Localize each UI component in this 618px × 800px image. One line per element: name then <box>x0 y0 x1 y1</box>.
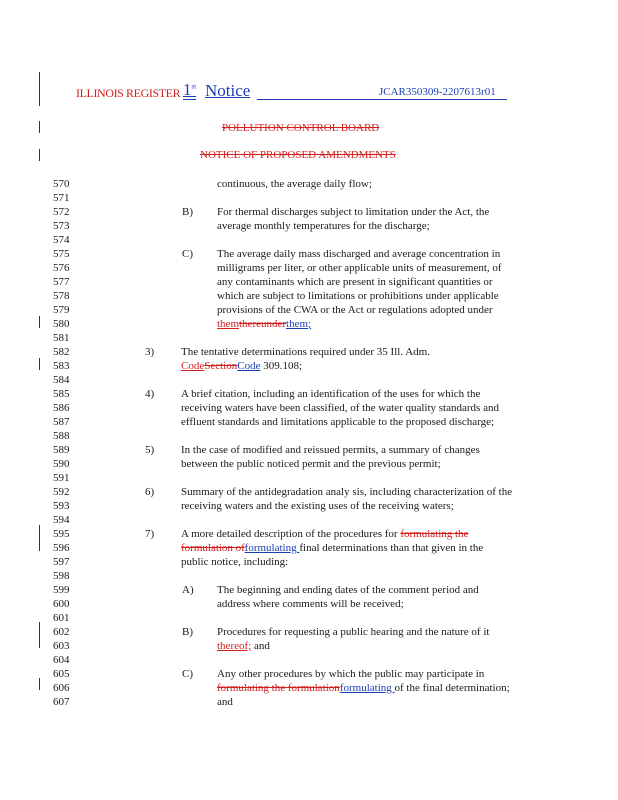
line-number: 580 <box>53 318 70 330</box>
line-number: 571 <box>53 192 70 204</box>
body-line <box>217 317 311 331</box>
page-number-suffix: st <box>191 82 197 91</box>
body-line: provisions of the CWA or the Act or regulations adopted under <box>217 304 493 316</box>
body-line: continuous, the average daily flow; <box>217 178 372 190</box>
change-bar <box>39 358 40 370</box>
body-line: and <box>217 696 233 708</box>
line-number: 579 <box>53 304 70 316</box>
body-line: receiving waters and the existing uses of the receiving waters; <box>181 500 454 512</box>
change-bar <box>39 149 40 161</box>
line-number: 599 <box>53 584 70 596</box>
body-line <box>217 681 510 695</box>
punctuation: ; <box>308 318 312 330</box>
item-label: 3) <box>145 346 155 358</box>
line-number: 607 <box>53 696 70 708</box>
body-text: 309.108; <box>260 360 303 372</box>
line-number: 604 <box>53 654 70 666</box>
body-line: effluent standards and limitations applicable to the proposed discharge; <box>181 416 495 428</box>
line-number: 595 <box>53 528 70 540</box>
inserted-text: them <box>217 318 239 330</box>
agency-title: POLLUTION CONTROL BOARD <box>222 122 380 134</box>
item-label: C) <box>182 668 193 680</box>
line-number: 587 <box>53 416 70 428</box>
line-number: 574 <box>53 234 70 246</box>
body-text: of the final determination; <box>394 682 510 694</box>
notice-type-title: NOTICE OF PROPOSED AMENDMENTS <box>200 149 396 161</box>
line-number: 578 <box>53 290 70 302</box>
line-number: 585 <box>53 388 70 400</box>
body-line: In the case of modified and reissued permits, a summary of changes <box>181 444 480 456</box>
line-number: 600 <box>53 598 70 610</box>
line-number: 576 <box>53 262 70 274</box>
page-number-value: 1 <box>183 80 192 99</box>
change-bar <box>39 72 40 106</box>
inserted-text: Code <box>181 360 205 372</box>
line-number: 594 <box>53 514 70 526</box>
line-number: 583 <box>53 360 70 372</box>
item-label: 6) <box>145 486 155 498</box>
notice-label: Notice <box>205 81 251 100</box>
deleted-text: Section <box>204 360 238 372</box>
line-number: 570 <box>53 178 70 190</box>
body-line <box>181 359 302 373</box>
body-line: milligrams per liter, or other applicable units of measurement, of <box>217 262 502 274</box>
change-bar <box>39 678 40 690</box>
body-line: Procedures for requesting a public hearing and the nature of it <box>217 626 490 638</box>
change-bar <box>39 622 40 648</box>
body-text: and <box>251 640 270 652</box>
line-number: 586 <box>53 402 70 414</box>
change-bar <box>39 525 40 551</box>
deleted-text: formulating the <box>400 528 469 540</box>
body-line: For thermal discharges subject to limitation under the Act, the <box>217 206 490 218</box>
body-line: The tentative determinations required under 35 Ill. Adm. <box>181 346 430 358</box>
inserted-text: Code <box>237 360 261 372</box>
line-number: 588 <box>53 430 70 442</box>
deleted-text: thereunder <box>239 318 287 330</box>
document-id: JCAR350309-2207613r01 <box>379 86 496 98</box>
body-text: final determinations than that given in the <box>299 542 484 554</box>
page-number <box>183 80 196 100</box>
body-text: A more detailed description of the procedures for <box>181 528 401 540</box>
line-number: 582 <box>53 346 70 358</box>
body-line: Summary of the antidegradation analy sis, including characterization of the <box>181 486 513 498</box>
body-line: any contaminants which are present in significant quantities or <box>217 276 493 288</box>
inserted-text: formulating <box>339 682 395 694</box>
line-number: 584 <box>53 374 70 386</box>
body-line: A brief citation, including an identification of the uses for which the <box>181 388 481 400</box>
line-number: 603 <box>53 640 70 652</box>
line-number: 606 <box>53 682 70 694</box>
deleted-text: formulating the formulation <box>217 682 340 694</box>
deleted-text: formulation of <box>181 542 245 554</box>
line-number: 581 <box>53 332 70 344</box>
body-line: between the public noticed permit and the previous permit; <box>181 458 441 470</box>
line-number: 605 <box>53 668 70 680</box>
line-number: 572 <box>53 206 70 218</box>
body-line: which are subject to limitations or prohibitions under applicable <box>217 290 499 302</box>
inserted-text: formulating <box>244 542 300 554</box>
line-number: 590 <box>53 458 70 470</box>
body-line: average monthly temperatures for the discharge; <box>217 220 430 232</box>
item-label: 4) <box>145 388 155 400</box>
item-label: C) <box>182 248 193 260</box>
line-number: 573 <box>53 220 70 232</box>
line-number: 593 <box>53 500 70 512</box>
item-label: B) <box>182 626 193 638</box>
line-number: 589 <box>53 444 70 456</box>
body-line: Any other procedures by which the public may participate in <box>217 668 485 680</box>
item-label: 5) <box>145 444 155 456</box>
line-number: 591 <box>53 472 70 484</box>
body-line: address where comments will be received; <box>217 598 404 610</box>
line-number: 601 <box>53 612 70 624</box>
item-label: B) <box>182 206 193 218</box>
register-title: ILLINOIS REGISTER <box>76 86 181 100</box>
body-line: receiving waters have been classified, of the water quality standards and <box>181 402 499 414</box>
change-bar <box>39 316 40 328</box>
line-number: 598 <box>53 570 70 582</box>
change-bar <box>39 121 40 133</box>
line-number: 596 <box>53 542 70 554</box>
header-rule <box>257 99 507 100</box>
inserted-text: thereof; <box>217 640 252 652</box>
item-label: 7) <box>145 528 155 540</box>
body-line: The beginning and ending dates of the comment period and <box>217 584 479 596</box>
body-line <box>181 527 468 541</box>
line-number: 577 <box>53 276 70 288</box>
item-label: A) <box>182 584 194 596</box>
line-number: 575 <box>53 248 70 260</box>
body-line <box>217 639 270 653</box>
body-line: public notice, including: <box>181 556 289 568</box>
body-line <box>181 541 483 555</box>
body-line: The average daily mass discharged and average concentration in <box>217 248 501 260</box>
inserted-text: them <box>286 318 309 330</box>
line-number: 592 <box>53 486 70 498</box>
line-number: 597 <box>53 556 70 568</box>
line-number: 602 <box>53 626 70 638</box>
